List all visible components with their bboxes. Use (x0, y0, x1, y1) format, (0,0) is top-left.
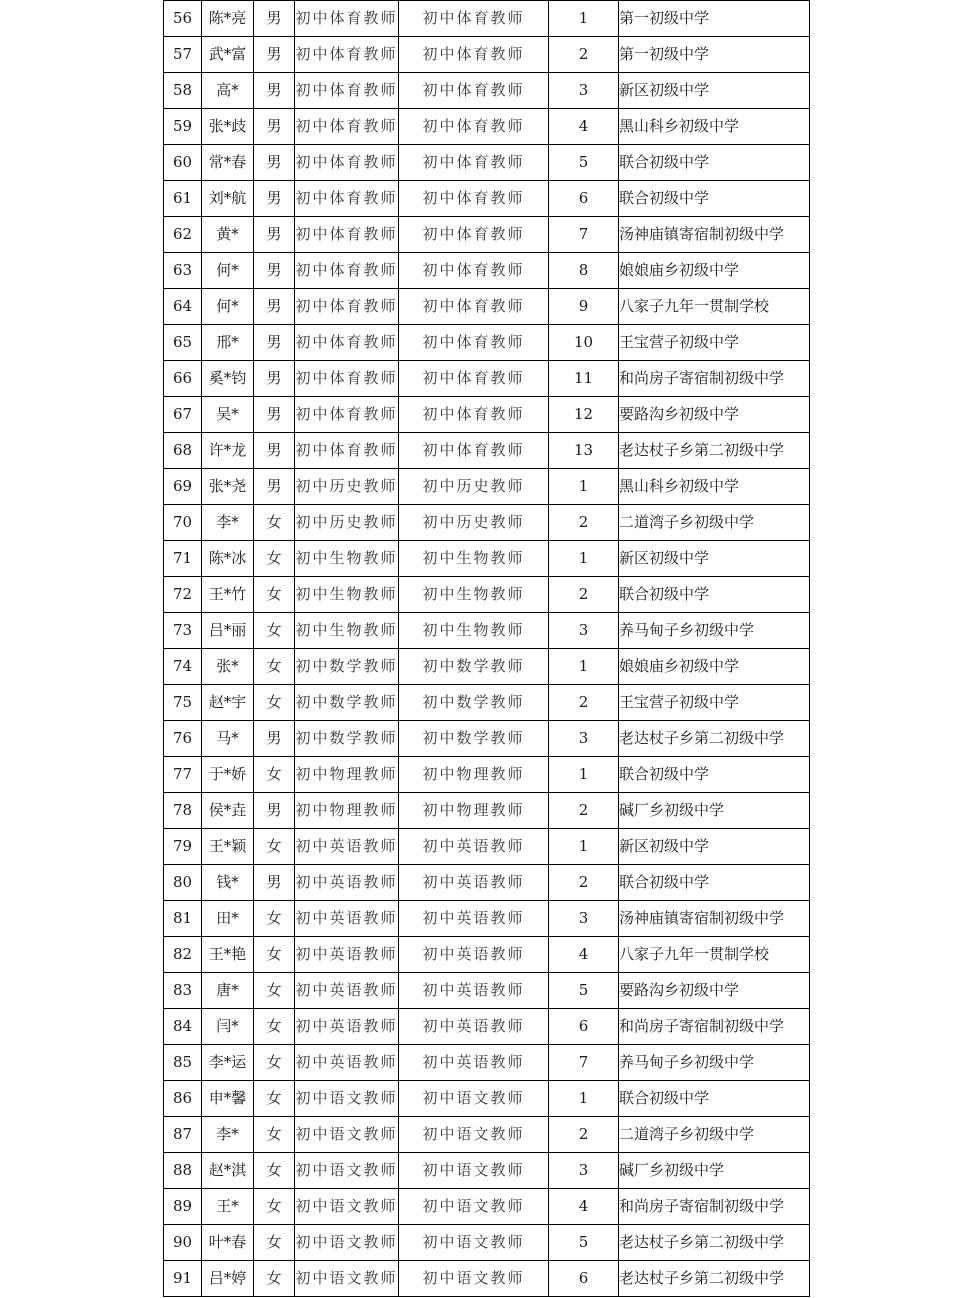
assigned-school-cell: 老达杖子乡第二初级中学 (619, 1261, 810, 1297)
rank-cell: 11 (549, 361, 619, 397)
rank-cell: 2 (549, 505, 619, 541)
applicant-name-cell: 张*尧 (202, 469, 254, 505)
table-row (164, 613, 810, 649)
rank-cell: 1 (549, 757, 619, 793)
row-number-cell: 73 (164, 613, 202, 649)
row-number-cell: 60 (164, 145, 202, 181)
rank-cell: 4 (549, 937, 619, 973)
gender-cell: 女 (254, 1117, 295, 1153)
exam-subject-cell: 初中英语教师 (295, 937, 399, 973)
row-number-cell: 59 (164, 109, 202, 145)
row-number-cell: 76 (164, 721, 202, 757)
assigned-school-cell: 二道湾子乡初级中学 (619, 505, 810, 541)
exam-subject-cell: 初中语文教师 (295, 1189, 399, 1225)
gender-cell: 女 (254, 829, 295, 865)
assigned-school-cell: 第一初级中学 (619, 1, 810, 37)
table-row (164, 325, 810, 361)
row-number-cell: 61 (164, 181, 202, 217)
applicant-name-cell: 钱* (202, 865, 254, 901)
table-row (164, 721, 810, 757)
exam-subject-cell: 初中数学教师 (295, 721, 399, 757)
rank-cell: 1 (549, 649, 619, 685)
assigned-school-cell: 王宝营子初级中学 (619, 685, 810, 721)
gender-cell: 男 (254, 289, 295, 325)
rank-cell: 6 (549, 181, 619, 217)
gender-cell: 男 (254, 469, 295, 505)
assigned-school-cell: 汤神庙镇寄宿制初级中学 (619, 901, 810, 937)
row-number-cell: 69 (164, 469, 202, 505)
assigned-school-cell: 娘娘庙乡初级中学 (619, 649, 810, 685)
exam-subject-cell: 初中体育教师 (295, 37, 399, 73)
exam-subject-cell: 初中体育教师 (295, 289, 399, 325)
row-number-cell: 77 (164, 757, 202, 793)
rank-cell: 2 (549, 1117, 619, 1153)
applicant-name-cell: 吕*婷 (202, 1261, 254, 1297)
table-row (164, 757, 810, 793)
position-cell: 初中数学教师 (399, 649, 549, 685)
assigned-school-cell: 黑山科乡初级中学 (619, 469, 810, 505)
table-row (164, 37, 810, 73)
assigned-school-cell: 新区初级中学 (619, 829, 810, 865)
position-cell: 初中英语教师 (399, 1009, 549, 1045)
table-row (164, 1153, 810, 1189)
assigned-school-cell: 碱厂乡初级中学 (619, 1153, 810, 1189)
exam-subject-cell: 初中历史教师 (295, 505, 399, 541)
applicant-name-cell: 赵*淇 (202, 1153, 254, 1189)
assigned-school-cell: 新区初级中学 (619, 73, 810, 109)
gender-cell: 女 (254, 541, 295, 577)
applicant-name-cell: 奚*钧 (202, 361, 254, 397)
assigned-school-cell: 汤神庙镇寄宿制初级中学 (619, 217, 810, 253)
row-number-cell: 88 (164, 1153, 202, 1189)
gender-cell: 女 (254, 937, 295, 973)
applicant-name-cell: 何* (202, 289, 254, 325)
assigned-school-cell: 第一初级中学 (619, 37, 810, 73)
exam-subject-cell: 初中生物教师 (295, 541, 399, 577)
table-row (164, 829, 810, 865)
exam-subject-cell: 初中生物教师 (295, 577, 399, 613)
assigned-school-cell: 娘娘庙乡初级中学 (619, 253, 810, 289)
table-row (164, 469, 810, 505)
assigned-school-cell: 老达杖子乡第二初级中学 (619, 433, 810, 469)
exam-subject-cell: 初中体育教师 (295, 145, 399, 181)
exam-subject-cell: 初中体育教师 (295, 181, 399, 217)
rank-cell: 1 (549, 469, 619, 505)
table-row (164, 793, 810, 829)
row-number-cell: 80 (164, 865, 202, 901)
assigned-school-cell: 联合初级中学 (619, 1081, 810, 1117)
gender-cell: 女 (254, 1225, 295, 1261)
position-cell: 初中生物教师 (399, 613, 549, 649)
applicant-name-cell: 田* (202, 901, 254, 937)
table-row (164, 685, 810, 721)
position-cell: 初中英语教师 (399, 865, 549, 901)
row-number-cell: 57 (164, 37, 202, 73)
rank-cell: 4 (549, 1189, 619, 1225)
position-cell: 初中体育教师 (399, 217, 549, 253)
table-row (164, 217, 810, 253)
rank-cell: 1 (549, 829, 619, 865)
rank-cell: 1 (549, 1081, 619, 1117)
assigned-school-cell: 要路沟乡初级中学 (619, 973, 810, 1009)
row-number-cell: 65 (164, 325, 202, 361)
applicant-name-cell: 马* (202, 721, 254, 757)
rank-cell: 5 (549, 145, 619, 181)
position-cell: 初中体育教师 (399, 253, 549, 289)
gender-cell: 女 (254, 1081, 295, 1117)
assigned-school-cell: 八家子九年一贯制学校 (619, 289, 810, 325)
table-row (164, 289, 810, 325)
row-number-cell: 91 (164, 1261, 202, 1297)
assigned-school-cell: 和尚房子寄宿制初级中学 (619, 1189, 810, 1225)
gender-cell: 女 (254, 901, 295, 937)
assigned-school-cell: 联合初级中学 (619, 757, 810, 793)
table-row (164, 937, 810, 973)
table-row (164, 865, 810, 901)
position-cell: 初中语文教师 (399, 1081, 549, 1117)
row-number-cell: 85 (164, 1045, 202, 1081)
exam-subject-cell: 初中体育教师 (295, 325, 399, 361)
gender-cell: 男 (254, 361, 295, 397)
rank-cell: 2 (549, 793, 619, 829)
gender-cell: 男 (254, 109, 295, 145)
rank-cell: 1 (549, 1, 619, 37)
rank-cell: 7 (549, 217, 619, 253)
applicant-name-cell: 武*富 (202, 37, 254, 73)
gender-cell: 男 (254, 793, 295, 829)
gender-cell: 女 (254, 613, 295, 649)
position-cell: 初中体育教师 (399, 397, 549, 433)
applicant-name-cell: 申*馨 (202, 1081, 254, 1117)
applicant-name-cell: 张* (202, 649, 254, 685)
gender-cell: 女 (254, 1261, 295, 1297)
position-cell: 初中历史教师 (399, 505, 549, 541)
row-number-cell: 68 (164, 433, 202, 469)
rank-cell: 13 (549, 433, 619, 469)
gender-cell: 男 (254, 865, 295, 901)
position-cell: 初中体育教师 (399, 289, 549, 325)
table-row (164, 1081, 810, 1117)
position-cell: 初中英语教师 (399, 973, 549, 1009)
position-cell: 初中体育教师 (399, 433, 549, 469)
position-cell: 初中历史教师 (399, 469, 549, 505)
position-cell: 初中体育教师 (399, 361, 549, 397)
assigned-school-cell: 八家子九年一贯制学校 (619, 937, 810, 973)
gender-cell: 男 (254, 145, 295, 181)
exam-subject-cell: 初中语文教师 (295, 1081, 399, 1117)
applicant-name-cell: 王*颖 (202, 829, 254, 865)
rank-cell: 3 (549, 613, 619, 649)
applicant-name-cell: 李*运 (202, 1045, 254, 1081)
position-cell: 初中体育教师 (399, 145, 549, 181)
gender-cell: 男 (254, 325, 295, 361)
exam-subject-cell: 初中历史教师 (295, 469, 399, 505)
row-number-cell: 70 (164, 505, 202, 541)
applicant-name-cell: 刘*航 (202, 181, 254, 217)
table-row (164, 577, 810, 613)
applicant-name-cell: 唐* (202, 973, 254, 1009)
gender-cell: 男 (254, 721, 295, 757)
exam-subject-cell: 初中数学教师 (295, 649, 399, 685)
rank-cell: 5 (549, 973, 619, 1009)
table-row (164, 433, 810, 469)
gender-cell: 女 (254, 685, 295, 721)
exam-subject-cell: 初中数学教师 (295, 685, 399, 721)
assigned-school-cell: 要路沟乡初级中学 (619, 397, 810, 433)
applicant-name-cell: 许*龙 (202, 433, 254, 469)
assigned-school-cell: 碱厂乡初级中学 (619, 793, 810, 829)
row-number-cell: 74 (164, 649, 202, 685)
row-number-cell: 78 (164, 793, 202, 829)
row-number-cell: 81 (164, 901, 202, 937)
position-cell: 初中英语教师 (399, 901, 549, 937)
rank-cell: 7 (549, 1045, 619, 1081)
rank-cell: 2 (549, 37, 619, 73)
exam-subject-cell: 初中英语教师 (295, 1009, 399, 1045)
rank-cell: 3 (549, 721, 619, 757)
gender-cell: 女 (254, 1153, 295, 1189)
position-cell: 初中英语教师 (399, 937, 549, 973)
roster-body (164, 1, 810, 1297)
applicant-name-cell: 邢* (202, 325, 254, 361)
exam-subject-cell: 初中体育教师 (295, 397, 399, 433)
assigned-school-cell: 和尚房子寄宿制初级中学 (619, 1009, 810, 1045)
gender-cell: 女 (254, 1189, 295, 1225)
position-cell: 初中体育教师 (399, 109, 549, 145)
table-row (164, 181, 810, 217)
assigned-school-cell: 老达杖子乡第二初级中学 (619, 1225, 810, 1261)
table-row (164, 145, 810, 181)
applicant-name-cell: 常*春 (202, 145, 254, 181)
exam-subject-cell: 初中生物教师 (295, 613, 399, 649)
applicant-name-cell: 赵*宇 (202, 685, 254, 721)
assigned-school-cell: 二道湾子乡初级中学 (619, 1117, 810, 1153)
gender-cell: 男 (254, 181, 295, 217)
exam-subject-cell: 初中物理教师 (295, 793, 399, 829)
row-number-cell: 63 (164, 253, 202, 289)
applicant-name-cell: 何* (202, 253, 254, 289)
gender-cell: 女 (254, 757, 295, 793)
gender-cell: 女 (254, 1045, 295, 1081)
position-cell: 初中物理教师 (399, 793, 549, 829)
gender-cell: 男 (254, 433, 295, 469)
rank-cell: 12 (549, 397, 619, 433)
rank-cell: 9 (549, 289, 619, 325)
assigned-school-cell: 联合初级中学 (619, 865, 810, 901)
position-cell: 初中英语教师 (399, 829, 549, 865)
assigned-school-cell: 联合初级中学 (619, 145, 810, 181)
gender-cell: 女 (254, 649, 295, 685)
exam-subject-cell: 初中体育教师 (295, 1, 399, 37)
row-number-cell: 67 (164, 397, 202, 433)
position-cell: 初中语文教师 (399, 1261, 549, 1297)
applicant-name-cell: 于*娇 (202, 757, 254, 793)
assigned-school-cell: 联合初级中学 (619, 577, 810, 613)
position-cell: 初中英语教师 (399, 1045, 549, 1081)
row-number-cell: 75 (164, 685, 202, 721)
table-row (164, 73, 810, 109)
exam-subject-cell: 初中英语教师 (295, 973, 399, 1009)
gender-cell: 男 (254, 397, 295, 433)
table-row (164, 1225, 810, 1261)
rank-cell: 6 (549, 1261, 619, 1297)
row-number-cell: 87 (164, 1117, 202, 1153)
assigned-school-cell: 联合初级中学 (619, 181, 810, 217)
applicant-name-cell: 闫* (202, 1009, 254, 1045)
row-number-cell: 66 (164, 361, 202, 397)
table-row (164, 505, 810, 541)
roster-table (163, 0, 810, 1297)
row-number-cell: 89 (164, 1189, 202, 1225)
row-number-cell: 62 (164, 217, 202, 253)
table-row (164, 1189, 810, 1225)
position-cell: 初中数学教师 (399, 685, 549, 721)
table-row (164, 1117, 810, 1153)
position-cell: 初中物理教师 (399, 757, 549, 793)
applicant-name-cell: 高* (202, 73, 254, 109)
row-number-cell: 58 (164, 73, 202, 109)
assigned-school-cell: 黑山科乡初级中学 (619, 109, 810, 145)
gender-cell: 男 (254, 217, 295, 253)
table-row (164, 109, 810, 145)
applicant-name-cell: 李* (202, 1117, 254, 1153)
table-row (164, 1261, 810, 1297)
exam-subject-cell: 初中物理教师 (295, 757, 399, 793)
gender-cell: 男 (254, 73, 295, 109)
applicant-name-cell: 陈*亮 (202, 1, 254, 37)
table-row (164, 1009, 810, 1045)
table-row (164, 397, 810, 433)
position-cell: 初中生物教师 (399, 541, 549, 577)
applicant-name-cell: 黄* (202, 217, 254, 253)
table-row (164, 361, 810, 397)
table-row (164, 973, 810, 1009)
gender-cell: 女 (254, 973, 295, 1009)
position-cell: 初中数学教师 (399, 721, 549, 757)
applicant-name-cell: 吕*丽 (202, 613, 254, 649)
rank-cell: 3 (549, 1153, 619, 1189)
applicant-name-cell: 王*艳 (202, 937, 254, 973)
position-cell: 初中语文教师 (399, 1153, 549, 1189)
table-row (164, 1045, 810, 1081)
applicant-name-cell: 李* (202, 505, 254, 541)
gender-cell: 女 (254, 577, 295, 613)
exam-subject-cell: 初中体育教师 (295, 361, 399, 397)
exam-subject-cell: 初中英语教师 (295, 829, 399, 865)
gender-cell: 女 (254, 505, 295, 541)
rank-cell: 10 (549, 325, 619, 361)
row-number-cell: 82 (164, 937, 202, 973)
row-number-cell: 83 (164, 973, 202, 1009)
position-cell: 初中语文教师 (399, 1117, 549, 1153)
exam-subject-cell: 初中体育教师 (295, 73, 399, 109)
table-row (164, 253, 810, 289)
exam-subject-cell: 初中体育教师 (295, 253, 399, 289)
position-cell: 初中语文教师 (399, 1225, 549, 1261)
position-cell: 初中体育教师 (399, 73, 549, 109)
position-cell: 初中生物教师 (399, 577, 549, 613)
table-row (164, 901, 810, 937)
gender-cell: 男 (254, 37, 295, 73)
rank-cell: 2 (549, 577, 619, 613)
row-number-cell: 90 (164, 1225, 202, 1261)
assigned-school-cell: 养马甸子乡初级中学 (619, 1045, 810, 1081)
rank-cell: 2 (549, 685, 619, 721)
exam-subject-cell: 初中体育教师 (295, 109, 399, 145)
exam-subject-cell: 初中语文教师 (295, 1225, 399, 1261)
rank-cell: 8 (549, 253, 619, 289)
assigned-school-cell: 王宝营子初级中学 (619, 325, 810, 361)
exam-subject-cell: 初中语文教师 (295, 1261, 399, 1297)
exam-subject-cell: 初中语文教师 (295, 1117, 399, 1153)
applicant-name-cell: 侯*垚 (202, 793, 254, 829)
assigned-school-cell: 新区初级中学 (619, 541, 810, 577)
table-row (164, 1, 810, 37)
table-row (164, 541, 810, 577)
row-number-cell: 64 (164, 289, 202, 325)
assigned-school-cell: 老达杖子乡第二初级中学 (619, 721, 810, 757)
exam-subject-cell: 初中语文教师 (295, 1153, 399, 1189)
row-number-cell: 84 (164, 1009, 202, 1045)
applicant-name-cell: 张*歧 (202, 109, 254, 145)
rank-cell: 3 (549, 73, 619, 109)
exam-subject-cell: 初中体育教师 (295, 217, 399, 253)
table-row (164, 649, 810, 685)
applicant-name-cell: 叶*春 (202, 1225, 254, 1261)
applicant-name-cell: 王* (202, 1189, 254, 1225)
rank-cell: 2 (549, 865, 619, 901)
assigned-school-cell: 养马甸子乡初级中学 (619, 613, 810, 649)
row-number-cell: 72 (164, 577, 202, 613)
row-number-cell: 79 (164, 829, 202, 865)
gender-cell: 女 (254, 1009, 295, 1045)
gender-cell: 男 (254, 1, 295, 37)
position-cell: 初中体育教师 (399, 37, 549, 73)
exam-subject-cell: 初中体育教师 (295, 433, 399, 469)
exam-subject-cell: 初中英语教师 (295, 901, 399, 937)
rank-cell: 5 (549, 1225, 619, 1261)
row-number-cell: 86 (164, 1081, 202, 1117)
position-cell: 初中语文教师 (399, 1189, 549, 1225)
applicant-name-cell: 陈*冰 (202, 541, 254, 577)
exam-subject-cell: 初中英语教师 (295, 865, 399, 901)
rank-cell: 1 (549, 541, 619, 577)
row-number-cell: 71 (164, 541, 202, 577)
applicant-name-cell: 王*竹 (202, 577, 254, 613)
applicant-name-cell: 吴* (202, 397, 254, 433)
rank-cell: 3 (549, 901, 619, 937)
assigned-school-cell: 和尚房子寄宿制初级中学 (619, 361, 810, 397)
row-number-cell: 56 (164, 1, 202, 37)
rank-cell: 6 (549, 1009, 619, 1045)
exam-subject-cell: 初中英语教师 (295, 1045, 399, 1081)
position-cell: 初中体育教师 (399, 181, 549, 217)
position-cell: 初中体育教师 (399, 325, 549, 361)
position-cell: 初中体育教师 (399, 1, 549, 37)
gender-cell: 男 (254, 253, 295, 289)
rank-cell: 4 (549, 109, 619, 145)
